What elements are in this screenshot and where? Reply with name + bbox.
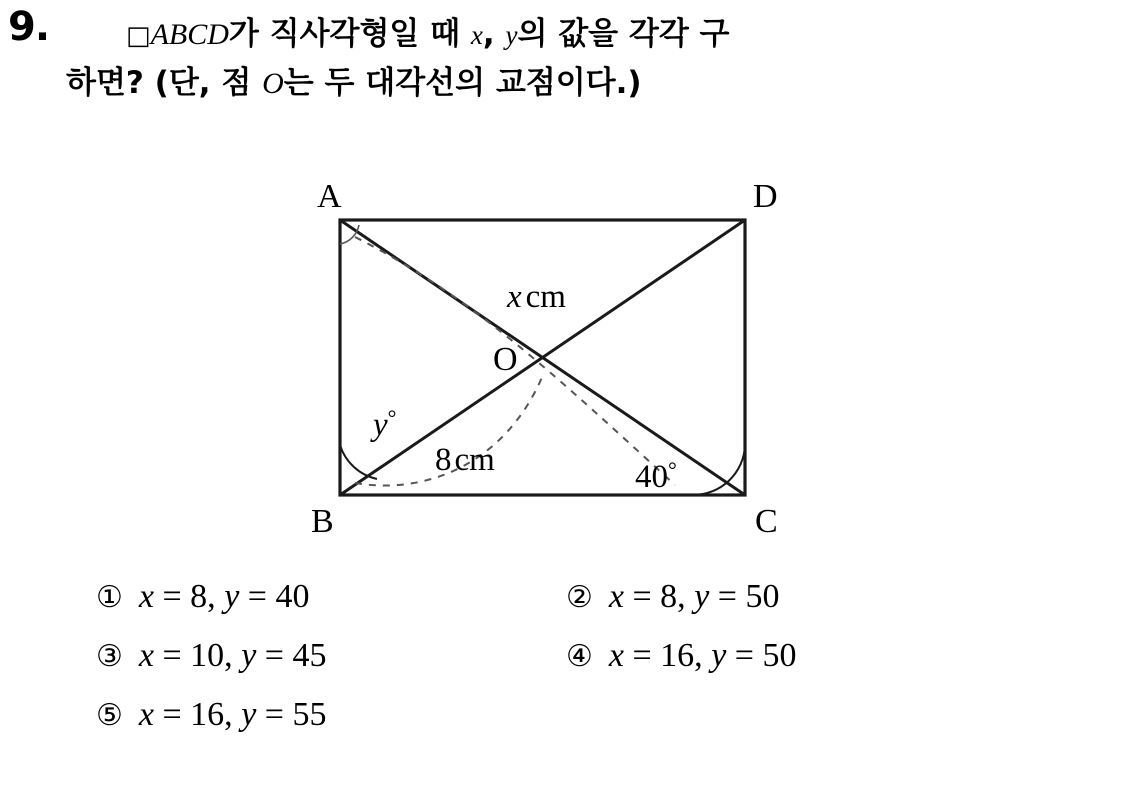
choice-3-var-x: x xyxy=(138,637,154,674)
choice-row-2 xyxy=(96,637,1096,696)
choice-2-eq2: = 50 xyxy=(709,578,780,615)
choice-4-eq1: = 16, xyxy=(624,637,712,674)
var-x-inline: x xyxy=(470,20,483,50)
choice-1-var-y: y xyxy=(224,578,240,615)
vertex-label-b: B xyxy=(311,503,334,540)
choice-3-text xyxy=(139,637,327,675)
question-line2-tail: 는 두 대각선의 교점이다.) xyxy=(283,64,642,101)
choice-3-marker: ③ xyxy=(96,639,123,674)
choice-4-text xyxy=(609,637,797,675)
choice-2-eq1: = 8, xyxy=(624,578,695,615)
choice-2-var-x: x xyxy=(608,578,624,615)
choice-4-var-y: y xyxy=(711,637,727,674)
choice-5-eq2: = 55 xyxy=(256,696,327,733)
choice-5-var-y: y xyxy=(241,696,257,733)
choice-5-var-x: x xyxy=(138,696,154,733)
label-y-deg: y° xyxy=(373,405,397,443)
choice-1[interactable] xyxy=(96,578,566,616)
choice-5-text xyxy=(139,696,327,734)
choice-5-marker: ⑤ xyxy=(96,698,123,733)
question-number: 9. xyxy=(8,4,50,50)
choice-3-var-y: y xyxy=(241,637,257,674)
var-y-inline: y xyxy=(505,20,518,50)
choice-row-3 xyxy=(96,696,1096,755)
choice-2-var-y: y xyxy=(694,578,710,615)
rectangle-diagram xyxy=(255,165,815,545)
question-line2-prefix: 하면? (단, 점 xyxy=(66,64,263,101)
choice-2-text xyxy=(609,578,780,616)
label-abcd: ABCD xyxy=(150,18,229,51)
angle-mark-c xyxy=(693,446,745,495)
choice-3-eq1: = 10, xyxy=(154,637,242,674)
vertex-label-d: D xyxy=(753,178,778,215)
question-line1-mid: 가 직사각형일 때 xyxy=(228,16,471,52)
comma-1: , xyxy=(482,16,506,52)
label-40-deg: 40° xyxy=(635,457,677,495)
choice-row-1 xyxy=(96,578,1096,637)
choice-5-eq1: = 16, xyxy=(154,696,242,733)
vertex-label-c: C xyxy=(755,503,778,540)
answer-choices xyxy=(96,578,1096,755)
square-symbol: □ xyxy=(126,21,151,51)
choice-1-marker: ① xyxy=(96,580,123,615)
question-line1-tail: 의 값을 각각 구 xyxy=(517,16,730,52)
choice-2-marker: ② xyxy=(566,580,593,615)
choice-1-text xyxy=(139,578,310,616)
question-text xyxy=(66,10,1136,107)
choice-2[interactable] xyxy=(566,578,1036,616)
label-8-cm: 8cm xyxy=(435,442,495,478)
label-point-o: O xyxy=(262,66,284,100)
choice-4[interactable] xyxy=(566,637,1036,675)
choice-5[interactable] xyxy=(96,696,566,734)
choice-1-eq1: = 8, xyxy=(154,578,225,615)
label-x-cm: x cm xyxy=(507,279,566,315)
choice-3[interactable] xyxy=(96,637,566,675)
choice-4-var-x: x xyxy=(608,637,624,674)
choice-1-eq2: = 40 xyxy=(239,578,310,615)
choice-1-var-x: x xyxy=(138,578,154,615)
diagonal-lines xyxy=(340,220,745,495)
choice-4-eq2: = 50 xyxy=(726,637,797,674)
question-line-1 xyxy=(66,10,1136,59)
choice-4-marker: ④ xyxy=(566,639,593,674)
choice-3-eq2: = 45 xyxy=(256,637,327,674)
vertex-label-o: O xyxy=(493,341,518,378)
vertex-label-a: A xyxy=(317,178,342,215)
question-line-2 xyxy=(66,59,1136,108)
